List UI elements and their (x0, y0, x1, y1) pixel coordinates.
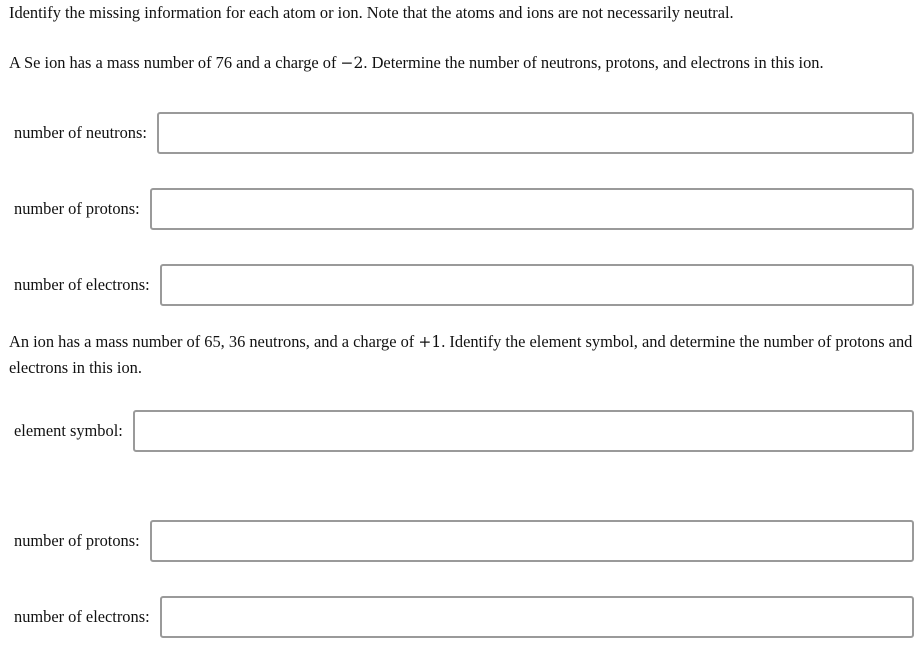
question-1-charge: −2 (340, 54, 364, 72)
q2-symbol-input[interactable] (133, 410, 914, 452)
instructions-text: Identify the missing information for each atom or ion. Note that the atoms and ions are not necessarily neutral. (9, 3, 734, 22)
q2-symbol-row (14, 410, 914, 452)
q2-symbol-label: element symbol: (14, 421, 123, 440)
q1-protons-row (14, 188, 914, 230)
question-1-prompt-end: . Determine the number of neutrons, protons, and electrons in this ion. (363, 53, 824, 72)
q2-protons-input[interactable] (150, 520, 914, 562)
question-2-prompt-start: An ion has a mass number of 65, 36 neutrons, and a charge of (9, 332, 419, 351)
question-2-charge: +1 (418, 333, 442, 351)
q1-neutrons-row (14, 112, 914, 154)
q1-neutrons-input[interactable] (157, 112, 914, 154)
q1-electrons-input[interactable] (160, 264, 914, 306)
q2-electrons-row (14, 596, 914, 638)
q1-electrons-label: number of electrons: (14, 275, 150, 294)
q2-protons-label: number of protons: (14, 531, 140, 550)
q2-electrons-label: number of electrons: (14, 607, 150, 626)
question-1-prompt-start: A Se ion has a mass number of 76 and a charge of (9, 53, 341, 72)
q1-neutrons-label: number of neutrons: (14, 123, 147, 142)
q2-electrons-input[interactable] (160, 596, 914, 638)
question-2-prompt (9, 329, 914, 381)
q1-protons-label: number of protons: (14, 199, 140, 218)
q1-electrons-row (14, 264, 914, 306)
question-2-prompt-end: . Identify the element symbol, and determine the number of protons and electrons in this ion. (9, 332, 913, 377)
question-1-prompt (9, 53, 824, 73)
q2-protons-row (14, 520, 914, 562)
q1-protons-input[interactable] (150, 188, 914, 230)
